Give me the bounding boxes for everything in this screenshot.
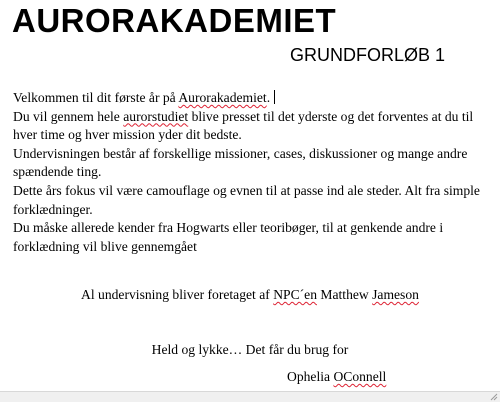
text-run: Matthew <box>317 287 373 302</box>
horizontal-scrollbar[interactable] <box>0 391 500 402</box>
spellcheck-flagged-word: Jameson <box>372 287 419 302</box>
body-line: forklædning vil blive gennemgået <box>13 238 197 254</box>
text-run: Al undervisning bliver foretaget af <box>81 287 274 302</box>
teacher-line <box>0 286 500 304</box>
body-line: spændende ting. <box>13 164 102 180</box>
body-line: Undervisningen består af forskellige missioner, cases, diskussioner og mange andre <box>13 145 468 161</box>
document-body[interactable] <box>13 89 493 256</box>
text-run: blive presset til det yderste og det forventes at du til <box>188 108 474 124</box>
text-run: Velkommen til dit første år på <box>13 90 179 105</box>
body-line: Dette års fokus vil være camouflage og evnen til at passe ind ale steder. Alt fra simple <box>13 182 480 198</box>
document-title: AURORAKADEMIET <box>12 2 337 39</box>
body-line: forklædninger. <box>13 201 93 217</box>
resize-grip-icon[interactable] <box>490 393 498 401</box>
spellcheck-flagged-word: aurorstudiet <box>123 108 189 124</box>
text-run: Ophelia <box>287 369 334 384</box>
text-run: Du vil gennem hele <box>13 108 124 124</box>
spellcheck-flagged-word: Aurorakademiet <box>178 90 267 105</box>
text-cursor <box>274 90 275 104</box>
document-subtitle: GRUNDFORLØB 1 <box>290 45 446 65</box>
text-run: . <box>266 90 271 105</box>
signature <box>287 368 386 386</box>
body-line <box>13 108 493 127</box>
spellcheck-flagged-word: NPC´en <box>273 287 317 302</box>
body-line: Du måske allerede kender fra Hogwarts eller teoribøger, til at genkende andre i <box>13 220 444 236</box>
farewell-line: Held og lykke… Det får du brug for <box>151 342 349 357</box>
spellcheck-flagged-word: OConnell <box>333 369 387 384</box>
body-line <box>13 89 493 108</box>
body-line: hver time og hver mission yder dit bedste. <box>13 127 242 143</box>
